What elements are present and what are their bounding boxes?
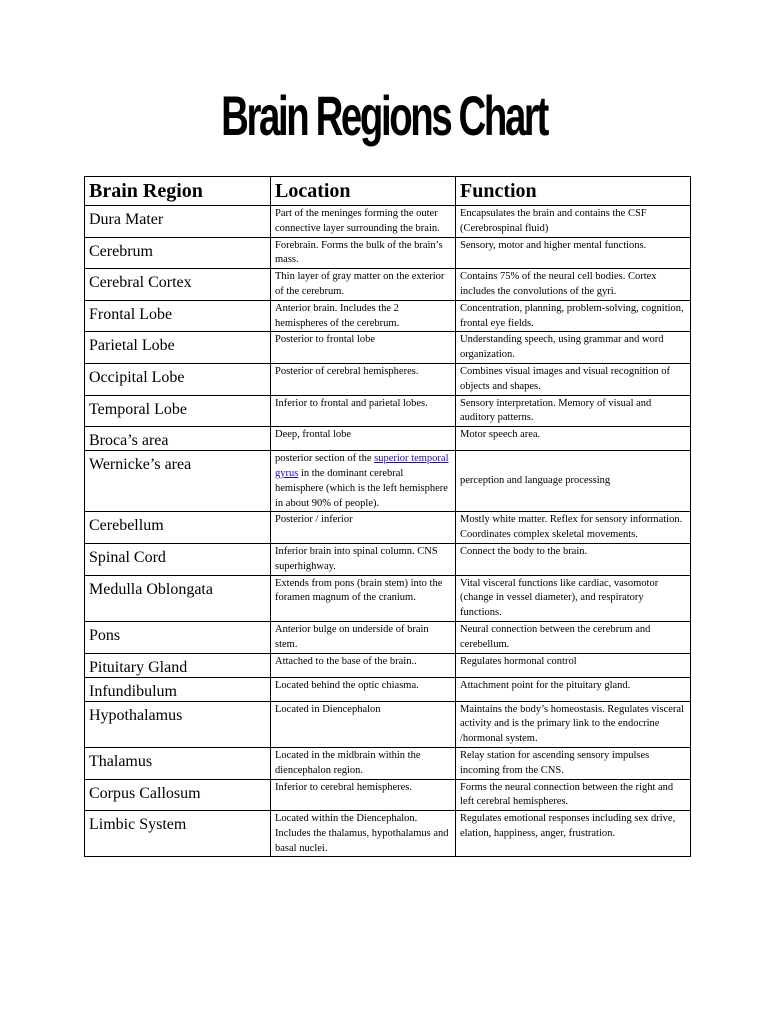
location-cell: Anterior bulge on underside of brain stem. (271, 621, 456, 653)
page-title: Brain Regions Chart (221, 86, 547, 148)
region-cell: Cerebral Cortex (85, 269, 271, 301)
region-cell: Frontal Lobe (85, 300, 271, 332)
function-cell: Encapsulates the brain and contains the CSF (Cerebrospinal fluid) (456, 206, 691, 238)
header-function: Function (456, 177, 691, 206)
function-cell: Connect the body to the brain. (456, 543, 691, 575)
table-row (85, 269, 691, 301)
location-cell: Posterior / inferior (271, 512, 456, 544)
function-cell: Concentration, planning, problem-solving, cognition, frontal eye fields. (456, 300, 691, 332)
table-row (85, 206, 691, 238)
region-cell: Medulla Oblongata (85, 575, 271, 621)
function-cell: perception and language processing (456, 451, 691, 512)
location-cell: Extends from pons (brain stem) into the foramen magnum of the cranium. (271, 575, 456, 621)
table-row (85, 332, 691, 364)
location-cell: Inferior to frontal and parietal lobes. (271, 395, 456, 427)
region-cell: Temporal Lobe (85, 395, 271, 427)
location-cell: Thin layer of gray matter on the exterior of the cerebrum. (271, 269, 456, 301)
table-row (85, 395, 691, 427)
location-cell: Part of the meninges forming the outer connective layer surrounding the brain. (271, 206, 456, 238)
function-cell: Attachment point for the pituitary gland. (456, 677, 691, 701)
table-row (85, 701, 691, 747)
table-row (85, 575, 691, 621)
table-row (85, 512, 691, 544)
function-cell: Understanding speech, using grammar and word organization. (456, 332, 691, 364)
region-cell: Cerebellum (85, 512, 271, 544)
table-row (85, 747, 691, 779)
location-cell: Located behind the optic chiasma. (271, 677, 456, 701)
location-cell: Posterior of cerebral hemispheres. (271, 363, 456, 395)
function-cell: Neural connection between the cerebrum and cerebellum. (456, 621, 691, 653)
function-cell: Vital visceral functions like cardiac, vasomotor (change in vessel diameter), and respiratory functions. (456, 575, 691, 621)
table-row (85, 237, 691, 269)
function-cell: Regulates hormonal control (456, 653, 691, 677)
table-header-row (85, 177, 691, 206)
region-cell: Limbic System (85, 811, 271, 857)
location-cell: Located within the Diencephalon. Includes the thalamus, hypothalamus and basal nuclei. (271, 811, 456, 857)
region-cell: Infundibulum (85, 677, 271, 701)
region-cell: Corpus Callosum (85, 779, 271, 811)
location-text-post: in the dominant cerebral hemisphere (which is the left hemisphere in about 90% of people). (275, 467, 448, 509)
function-cell: Sensory interpretation. Memory of visual and auditory patterns. (456, 395, 691, 427)
table-row (85, 427, 691, 451)
region-cell: Hypothalamus (85, 701, 271, 747)
function-cell: Relay station for ascending sensory impulses incoming from the CNS. (456, 747, 691, 779)
function-cell: Combines visual images and visual recognition of objects and shapes. (456, 363, 691, 395)
table-row (85, 779, 691, 811)
region-cell: Cerebrum (85, 237, 271, 269)
region-cell: Spinal Cord (85, 543, 271, 575)
location-cell: Inferior to cerebral hemispheres. (271, 779, 456, 811)
table-row (85, 300, 691, 332)
location-cell: Located in the midbrain within the diencephalon region. (271, 747, 456, 779)
location-cell: Attached to the base of the brain.. (271, 653, 456, 677)
region-cell: Broca’s area (85, 427, 271, 451)
function-cell: Maintains the body’s homeostasis. Regulates visceral activity and is the primary link to the endocrine /hormonal system. (456, 701, 691, 747)
superior-temporal-gyrus-link[interactable]: superior temporal gyrus (275, 453, 449, 479)
region-cell: Pituitary Gland (85, 653, 271, 677)
location-cell: Deep, frontal lobe (271, 427, 456, 451)
location-cell: Anterior brain. Includes the 2 hemispheres of the cerebrum. (271, 300, 456, 332)
brain-regions-table (84, 176, 691, 857)
region-cell: Wernicke’s area (85, 451, 271, 512)
table-row (85, 653, 691, 677)
location-cell (271, 451, 456, 512)
function-cell: Sensory, motor and higher mental functions. (456, 237, 691, 269)
table-row (85, 621, 691, 653)
function-cell: Forms the neural connection between the right and left cerebral hemispheres. (456, 779, 691, 811)
function-cell: Motor speech area. (456, 427, 691, 451)
table-row (85, 451, 691, 512)
function-cell: Regulates emotional responses including sex drive, elation, happiness, anger, frustration. (456, 811, 691, 857)
location-cell: Posterior to frontal lobe (271, 332, 456, 364)
location-text-pre: posterior section of the (275, 453, 375, 465)
location-cell: Located in Diencephalon (271, 701, 456, 747)
region-cell: Pons (85, 621, 271, 653)
function-cell: Contains 75% of the neural cell bodies. Cortex includes the convolutions of the gyri. (456, 269, 691, 301)
table-row (85, 677, 691, 701)
location-cell: Forebrain. Forms the bulk of the brain’s mass. (271, 237, 456, 269)
table-row (85, 363, 691, 395)
region-cell: Thalamus (85, 747, 271, 779)
table-row (85, 811, 691, 857)
header-brain-region: Brain Region (85, 177, 271, 206)
region-cell: Dura Mater (85, 206, 271, 238)
function-cell: Mostly white matter. Reflex for sensory information. Coordinates complex skeletal movements. (456, 512, 691, 544)
region-cell: Occipital Lobe (85, 363, 271, 395)
header-location: Location (271, 177, 456, 206)
table-row (85, 543, 691, 575)
region-cell: Parietal Lobe (85, 332, 271, 364)
location-cell: Inferior brain into spinal column. CNS superhighway. (271, 543, 456, 575)
